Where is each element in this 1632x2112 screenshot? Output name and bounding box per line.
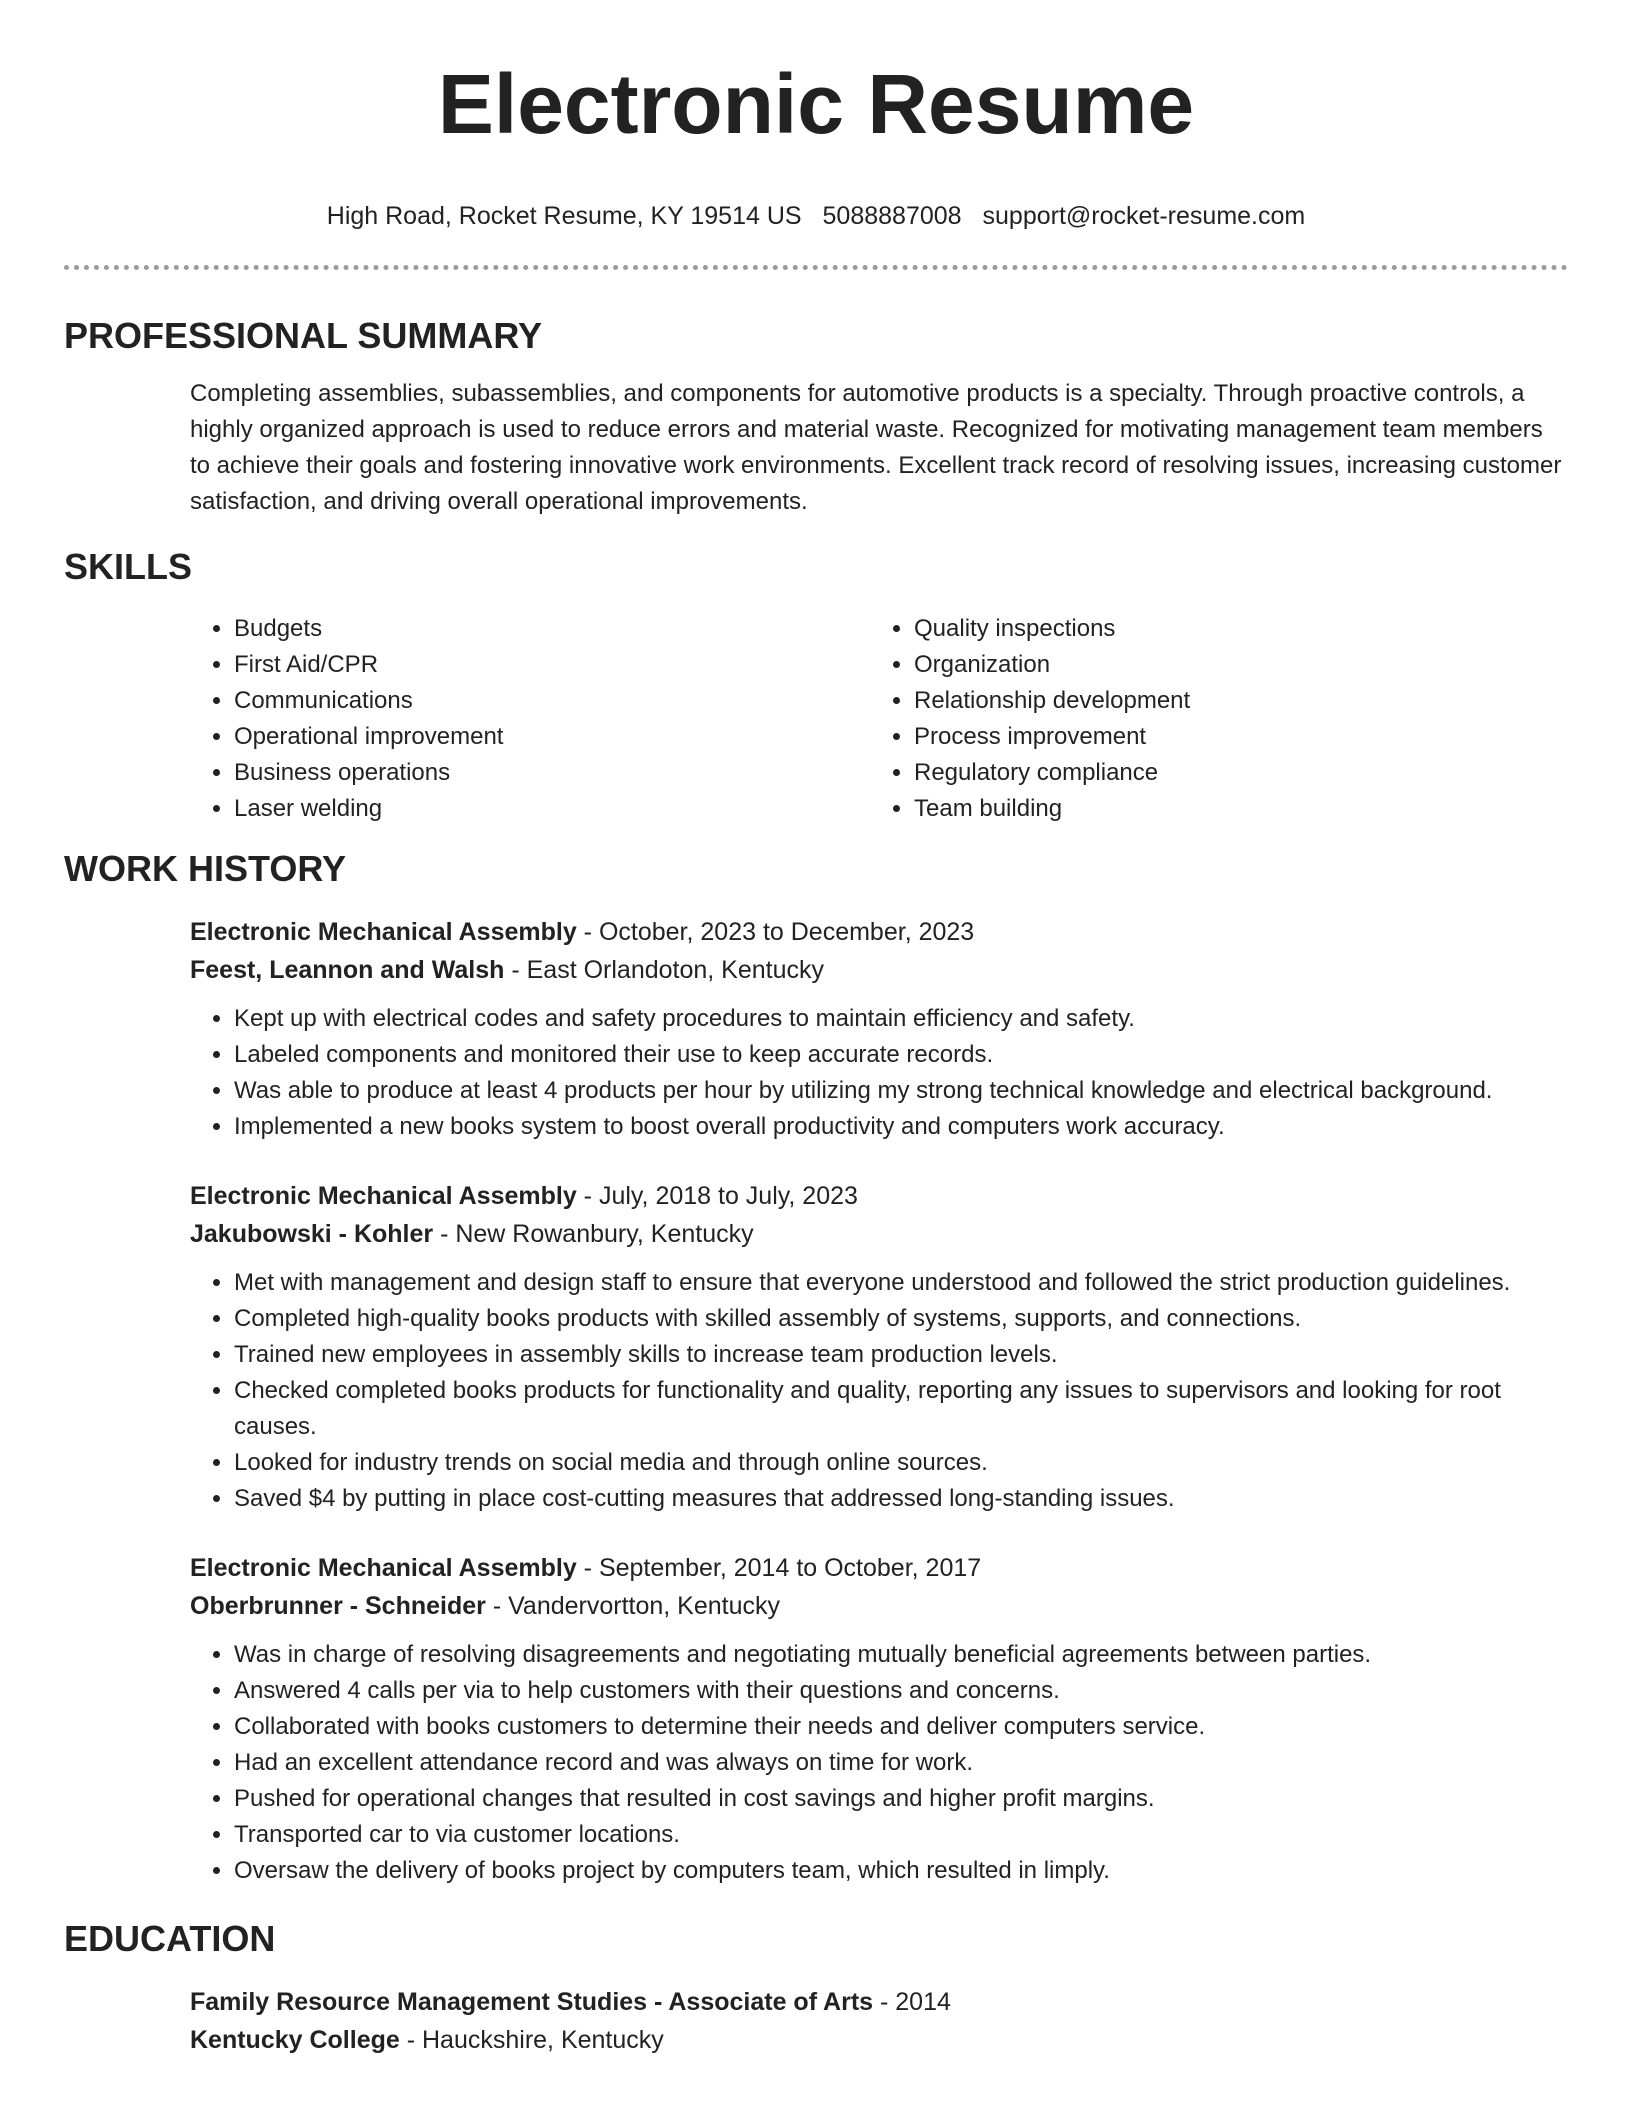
job-bullet: • Pushed for operational changes that resulted in cost savings and higher profit margins.	[234, 1781, 1568, 1817]
education-heading: EDUCATION	[64, 1918, 276, 1959]
job-entry	[190, 1549, 1568, 1889]
job-title-line	[190, 1177, 1568, 1215]
job-company-line	[190, 1587, 1568, 1625]
contact-line	[64, 200, 1568, 232]
job-bullet: • Saved $4 by putting in place cost-cutting measures that addressed long-standing issues.	[234, 1481, 1568, 1517]
job-dates: - October, 2023 to December, 2023	[576, 918, 975, 946]
job-bullet: • Transported car to via customer locations.	[234, 1817, 1568, 1853]
job-bullet: • Collaborated with books customers to determine their needs and deliver computers service.	[234, 1709, 1568, 1745]
skills-heading: SKILLS	[64, 546, 193, 587]
education-degree: Family Resource Management Studies - Associate of Arts	[190, 1988, 874, 2016]
skills-list	[190, 611, 1568, 827]
skill-item: • Organization	[914, 647, 1550, 683]
job-company: Jakubowski - Kohler	[190, 1220, 434, 1248]
education-year: - 2014	[873, 1988, 951, 2016]
contact-phone: 5088887008	[822, 202, 962, 230]
header-divider	[64, 265, 1568, 270]
education-school-line	[190, 2021, 1568, 2059]
job-bullet: • Checked completed books products for functionality and quality, reporting any issues to supervisors and looking for root causes.	[234, 1373, 1568, 1445]
education-school: Kentucky College	[190, 2026, 400, 2054]
contact-address: High Road, Rocket Resume, KY 19514 US	[326, 202, 802, 230]
skill-item: • Relationship development	[914, 683, 1550, 719]
job-bullet: • Oversaw the delivery of books project by computers team, which resulted in limply.	[234, 1853, 1568, 1889]
contact-email: support@rocket-resume.com	[982, 202, 1306, 230]
skill-item: • Laser welding	[234, 791, 870, 827]
job-bullet: • Had an excellent attendance record and was always on time for work.	[234, 1745, 1568, 1781]
skill-item: • Business operations	[234, 755, 870, 791]
job-company: Feest, Leannon and Walsh	[190, 956, 505, 984]
job-bullet: • Implemented a new books system to boost overall productivity and computers work accuracy.	[234, 1109, 1568, 1145]
job-entry	[190, 1177, 1568, 1517]
job-role: Electronic Mechanical Assembly	[190, 1182, 577, 1210]
job-bullets	[190, 1637, 1568, 1889]
job-entry	[190, 913, 1568, 1145]
skills-column-right	[870, 611, 1550, 827]
job-bullet: • Met with management and design staff to ensure that everyone understood and followed the strict production guidelines.	[234, 1265, 1568, 1301]
education-location: - Hauckshire, Kentucky	[399, 2026, 664, 2054]
job-bullets	[190, 1001, 1568, 1145]
job-location: - Vandervortton, Kentucky	[485, 1592, 781, 1620]
job-role: Electronic Mechanical Assembly	[190, 918, 577, 946]
skill-item: • Operational improvement	[234, 719, 870, 755]
skills-column-left	[190, 611, 870, 827]
job-bullets	[190, 1265, 1568, 1517]
job-company: Oberbrunner - Schneider	[190, 1592, 486, 1620]
job-bullet: • Looked for industry trends on social media and through online sources.	[234, 1445, 1568, 1481]
job-bullet: • Was able to produce at least 4 products per hour by utilizing my strong technical knowledge and electrical background.	[234, 1073, 1568, 1109]
summary-text: Completing assemblies, subassemblies, and components for automotive products is a specialty. Through proactive controls, a highly organized approach is used to reduce errors and material waste. Recognized for motivating management team members to achieve their goals and fostering innovative work environments. Excellent track record of resolving issues, increasing customer satisfaction, and driving overall operational improvements.	[190, 380, 1562, 515]
job-dates: - September, 2014 to October, 2017	[576, 1554, 982, 1582]
job-location: - New Rowanbury, Kentucky	[433, 1220, 754, 1248]
job-bullet: • Kept up with electrical codes and safety procedures to maintain efficiency and safety.	[234, 1001, 1568, 1037]
job-bullet: • Completed high-quality books products with skilled assembly of systems, supports, and connections.	[234, 1301, 1568, 1337]
job-location: - East Orlandoton, Kentucky	[504, 956, 825, 984]
skill-item: • First Aid/CPR	[234, 647, 870, 683]
skill-item: • Regulatory compliance	[914, 755, 1550, 791]
job-bullet: • Labeled components and monitored their use to keep accurate records.	[234, 1037, 1568, 1073]
summary-heading: PROFESSIONAL SUMMARY	[64, 315, 543, 356]
job-bullet: • Was in charge of resolving disagreements and negotiating mutually beneficial agreements between parties.	[234, 1637, 1568, 1673]
job-title-line	[190, 913, 1568, 951]
skill-item: • Communications	[234, 683, 870, 719]
job-role: Electronic Mechanical Assembly	[190, 1554, 577, 1582]
job-dates: - July, 2018 to July, 2023	[576, 1182, 858, 1210]
resume-name: Electronic Resume	[437, 57, 1195, 151]
job-title-line	[190, 1549, 1568, 1587]
job-bullet: • Answered 4 calls per via to help customers with their questions and concerns.	[234, 1673, 1568, 1709]
skill-item: • Team building	[914, 791, 1550, 827]
skill-item: • Budgets	[234, 611, 870, 647]
education-entry	[190, 1983, 1568, 2059]
work-history-heading: WORK HISTORY	[64, 848, 347, 889]
skill-item: • Process improvement	[914, 719, 1550, 755]
job-company-line	[190, 1215, 1568, 1253]
job-company-line	[190, 951, 1568, 989]
skill-item: • Quality inspections	[914, 611, 1550, 647]
education-degree-line	[190, 1983, 1568, 2021]
job-bullet: • Trained new employees in assembly skills to increase team production levels.	[234, 1337, 1568, 1373]
